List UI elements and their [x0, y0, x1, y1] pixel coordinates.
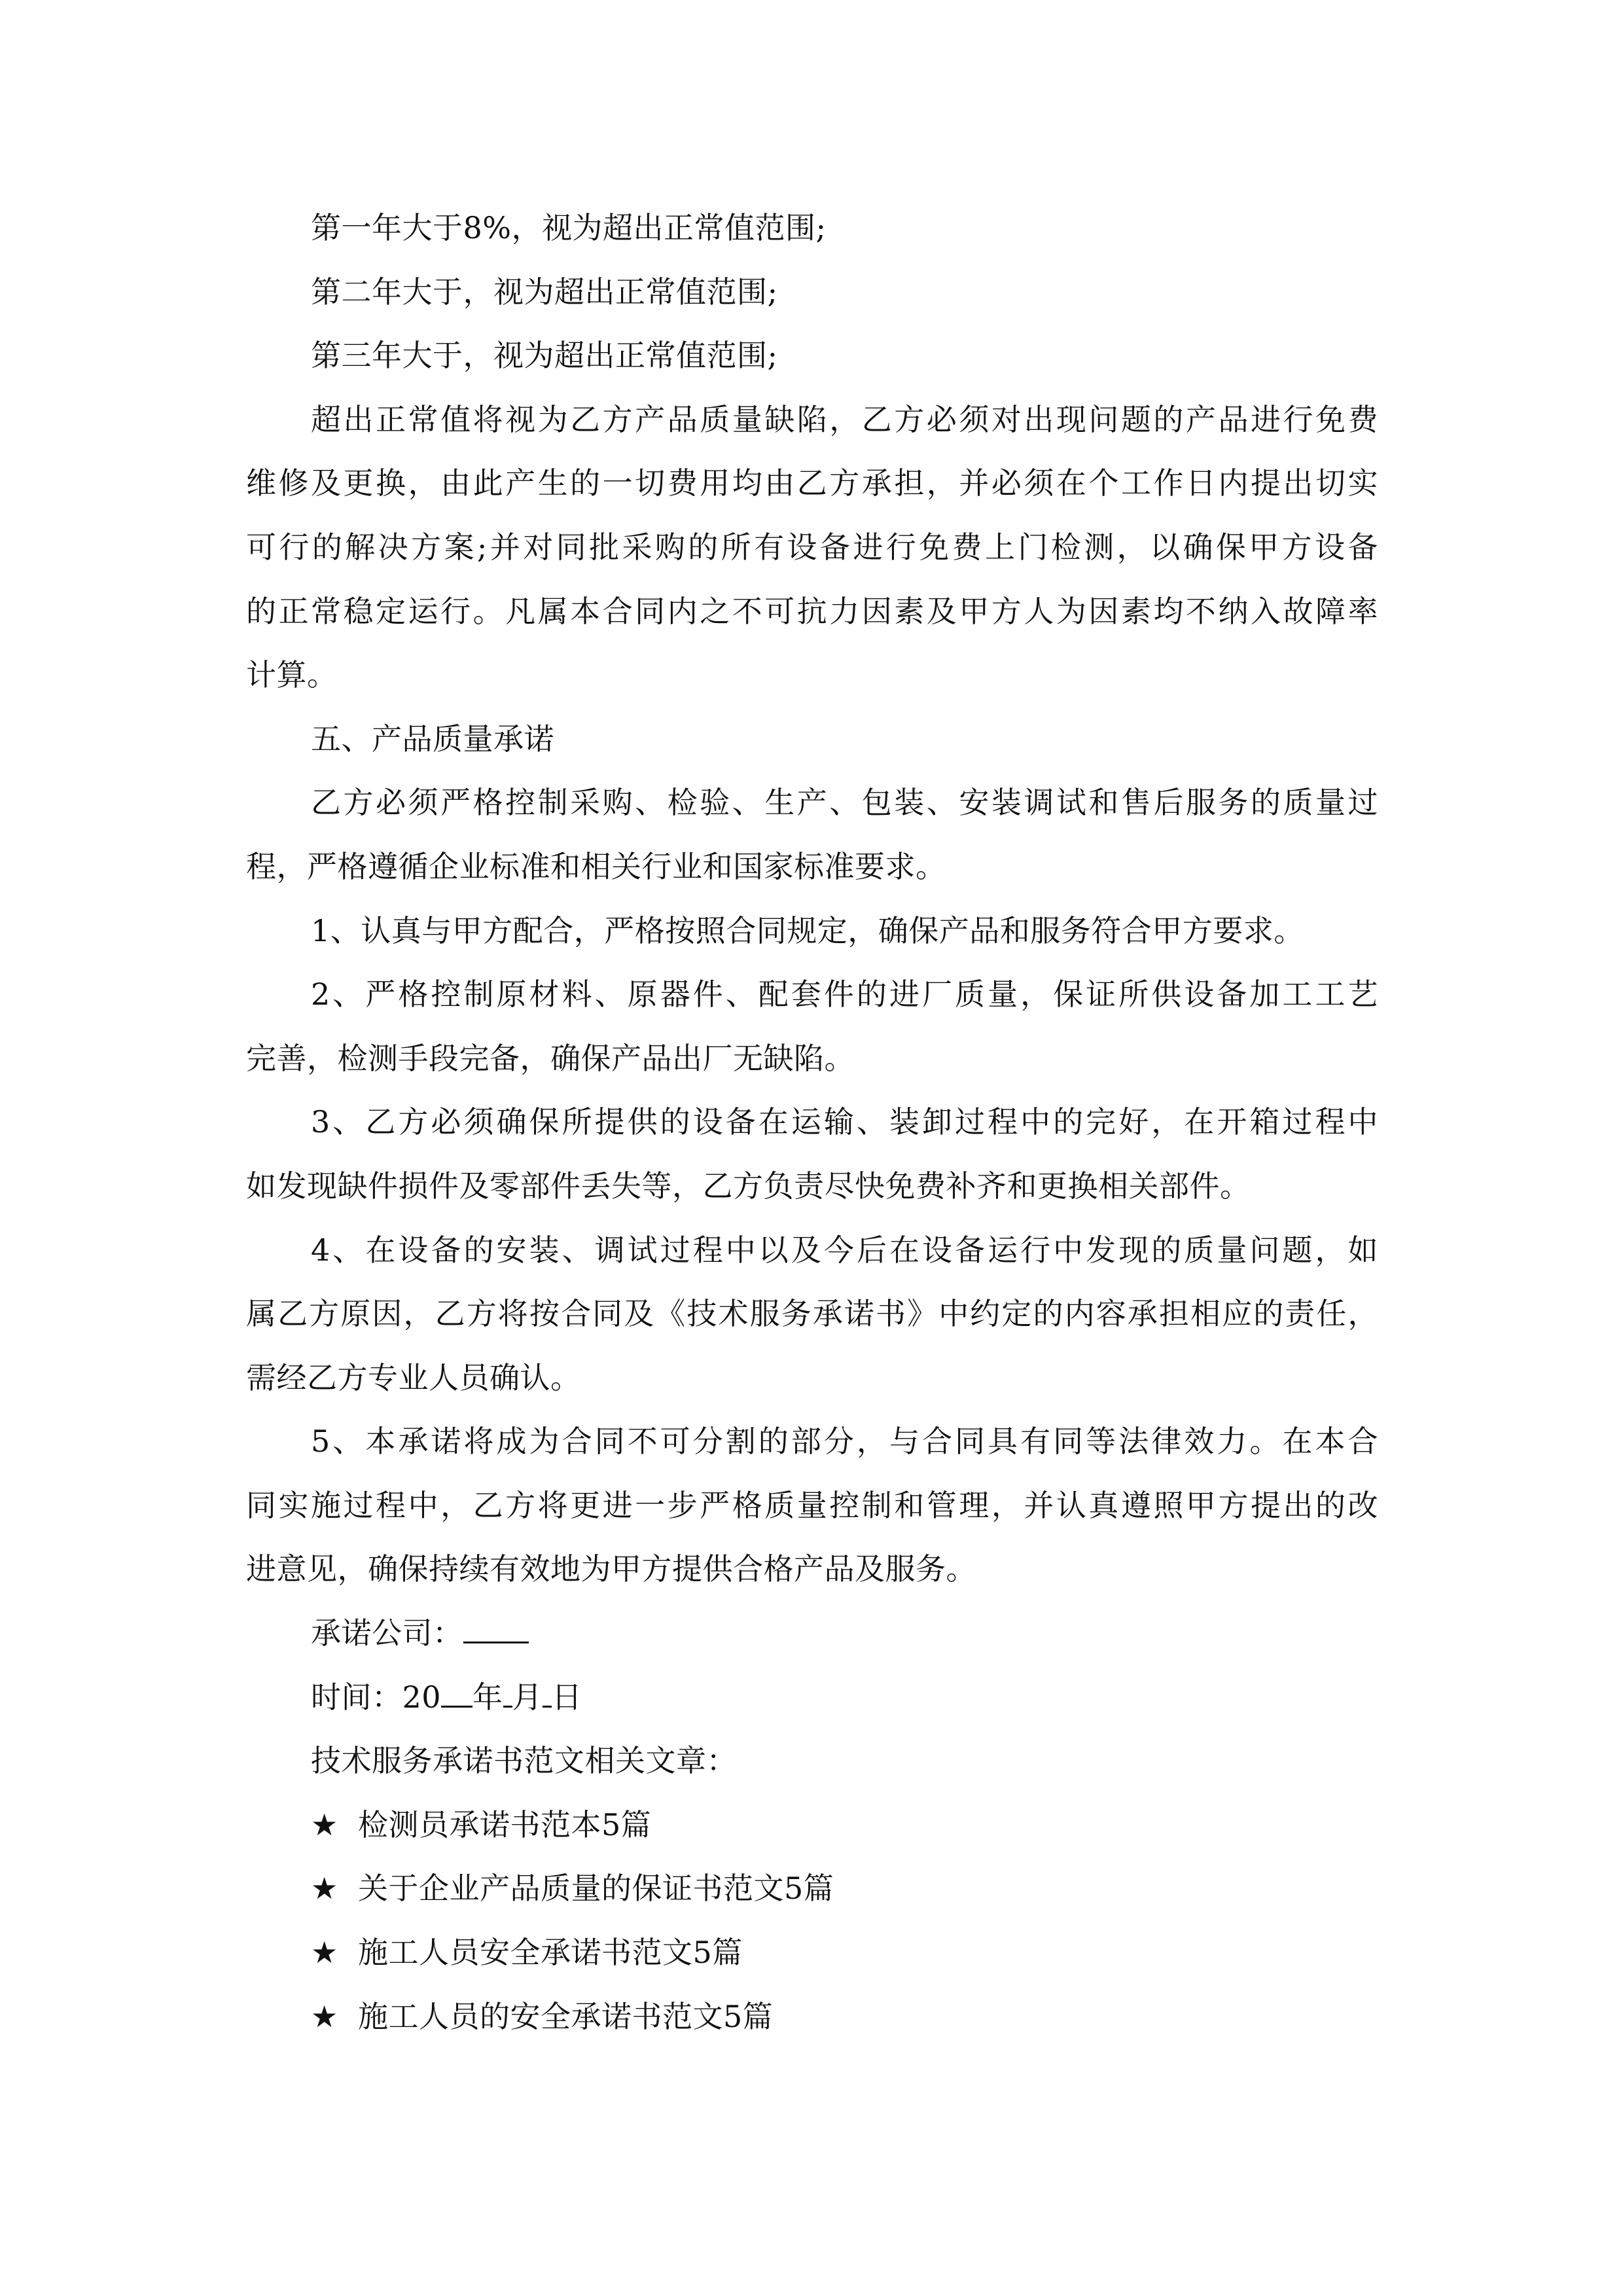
related-heading: 技术服务承诺书范文相关文章：	[311, 1743, 737, 1779]
star-icon: ★	[311, 1806, 338, 1842]
text-line: 第二年大于，视为超出正常值范围;	[311, 274, 778, 310]
star-icon: ★	[311, 1998, 338, 2034]
document-body	[246, 196, 1378, 2049]
text-line: 4、在设备的安装、调试过程中以及今后在设备运行中发现的质量问题，如	[311, 1232, 1378, 1268]
date-day: 日	[552, 1679, 582, 1715]
text-line: 乙方必须严格控制采购、检验、生产、包装、安装调试和售后服务的质量过	[311, 785, 1378, 821]
text-line: 第三年大于，视为超出正常值范围;	[311, 338, 778, 374]
date-line	[246, 1666, 1378, 1730]
related-article-item[interactable]	[246, 1793, 1378, 1857]
paragraph-lines	[246, 196, 1378, 1602]
related-article-title: 施工人员安全承诺书范文5篇	[358, 1935, 743, 1971]
date-year: 年	[473, 1679, 503, 1715]
date-month: 月	[512, 1679, 543, 1715]
text-line: 2、严格控制原材料、原器件、配套件的进厂质量，保证所供设备加工工艺	[311, 977, 1378, 1013]
company-signature-line	[246, 1602, 1378, 1666]
year-blank	[441, 1681, 473, 1708]
company-blank	[463, 1617, 529, 1643]
text-line: 超出正常值将视为乙方产品质量缺陷，乙方必须对出现问题的产品进行免费	[311, 401, 1378, 437]
text-line: 5、本承诺将成为合同不可分割的部分，与合同具有同等法律效力。在本合	[311, 1424, 1378, 1460]
day-blank	[543, 1681, 552, 1708]
text-line: 五、产品质量承诺	[311, 721, 554, 757]
related-article-item[interactable]	[246, 1857, 1378, 1921]
related-article-item[interactable]	[246, 1985, 1378, 2049]
related-article-title: 施工人员的安全承诺书范文5篇	[358, 1998, 774, 2034]
text-line: 需经乙方专业人员确认。	[246, 1359, 581, 1395]
text-line: 计算。	[246, 657, 338, 693]
related-article-title: 关于企业产品质量的保证书范文5篇	[358, 1871, 834, 1907]
text-line: 1、认真与甲方配合，严格按照合同规定，确保产品和服务符合甲方要求。	[311, 912, 1304, 948]
text-line: 维修及更换，由此产生的一切费用均由乙方承担，并必须在个工作日内提出切实	[246, 465, 1378, 501]
company-label: 承诺公司：	[311, 1615, 463, 1651]
text-line: 属乙方原因，乙方将按合同及《技术服务承诺书》中约定的内容承担相应的责任，	[246, 1296, 1378, 1332]
text-line: 第一年大于8%，视为超出正常值范围;	[311, 210, 827, 245]
text-line: 3、乙方必须确保所提供的设备在运输、装卸过程中的完好，在开箱过程中	[311, 1104, 1378, 1140]
text-line: 的正常稳定运行。凡属本合同内之不可抗力因素及甲方人为因素均不纳入故障率	[246, 593, 1378, 629]
text-line: 可行的解决方案;并对同批采购的所有设备进行免费上门检测，以确保甲方设备	[246, 529, 1378, 565]
related-articles-list	[246, 1793, 1378, 2049]
text-line: 同实施过程中，乙方将更进一步严格质量控制和管理，并认真遵照甲方提出的改	[246, 1487, 1378, 1523]
text-line: 程，严格遵循企业标准和相关行业和国家标准要求。	[246, 848, 946, 884]
month-blank	[503, 1681, 512, 1708]
date-prefix: 时间：20	[311, 1679, 442, 1715]
text-line: 完善，检测手段完备，确保产品出厂无缺陷。	[246, 1040, 855, 1076]
text-line: 进意见，确保持续有效地为甲方提供合格产品及服务。	[246, 1551, 976, 1587]
star-icon: ★	[311, 1935, 338, 1971]
related-article-item[interactable]	[246, 1921, 1378, 1985]
star-icon: ★	[311, 1871, 338, 1907]
text-line: 如发现缺件损件及零部件丢失等，乙方负责尽快免费补齐和更换相关部件。	[246, 1168, 1251, 1204]
related-article-title: 检测员承诺书范本5篇	[358, 1806, 652, 1842]
